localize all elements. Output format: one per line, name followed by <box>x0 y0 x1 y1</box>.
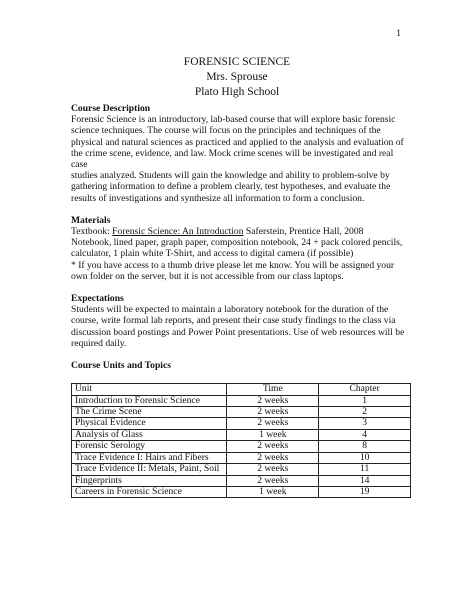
textbook-line <box>71 226 411 237</box>
chapter-cell: 1 <box>319 395 411 406</box>
course-description-line: Forensic Science is an introductory, lab-based course that will explore basic forensic <box>71 114 396 126</box>
unit-cell: Physical Evidence <box>72 418 227 429</box>
column-header-chapter: Chapter <box>319 384 411 395</box>
textbook-prefix: Textbook: <box>71 226 113 238</box>
table-row <box>72 441 411 452</box>
unit-cell: Analysis of Glass <box>72 429 227 440</box>
expectations-heading: Expectations <box>71 293 124 305</box>
course-description-line: studies analyzed. Students will gain the knowledge and ability to problem-solve by <box>71 170 390 182</box>
materials-line: calculator, 1 plain white T-Shirt, and access to digital camera (if possible) <box>71 248 354 260</box>
chapter-cell: 11 <box>319 464 411 475</box>
unit-cell: Trace Evidence II: Metals, Paint, Soil <box>72 464 227 475</box>
table-row <box>72 452 411 463</box>
course-description-line: results of investigations and synthesize all information to form a conclusion. <box>71 192 365 204</box>
course-units-heading: Course Units and Topics <box>71 360 171 372</box>
table-row <box>72 407 411 418</box>
page-number: 1 <box>396 29 401 39</box>
time-cell: 1 week <box>227 429 319 440</box>
course-units-table <box>71 383 411 498</box>
unit-cell: Fingerprints <box>72 475 227 486</box>
expectations-line: course, write formal lab reports, and present their case study findings to the class via <box>71 315 396 327</box>
materials-line: * If you have access to a thumb drive please let me know. You will be assigned your <box>71 259 395 271</box>
table-row <box>72 418 411 429</box>
materials-line: own folder on the server, but it is not accessible from our class laptops. <box>71 270 344 282</box>
expectations-section <box>71 293 411 349</box>
column-header-time: Time <box>227 384 319 395</box>
chapter-cell: 19 <box>319 486 411 497</box>
chapter-cell: 4 <box>319 429 411 440</box>
course-title: FORENSIC SCIENCE <box>183 56 291 68</box>
table-header-row <box>72 384 411 395</box>
title-block <box>0 55 474 100</box>
teacher-name: Mrs. Sprouse <box>206 71 268 83</box>
chapter-cell: 8 <box>319 441 411 452</box>
expectations-line: discussion board postings and Power Point presentations. Use of web resources will be <box>71 326 405 338</box>
unit-cell: Forensic Serology <box>72 441 227 452</box>
time-cell: 1 week <box>227 486 319 497</box>
document-body <box>71 103 411 498</box>
expectations-line: required daily. <box>71 337 127 349</box>
table-row <box>72 395 411 406</box>
textbook-title: Forensic Science: An Introduction <box>112 226 244 238</box>
textbook-publisher: Saferstein, Prentice Hall, 2008 <box>243 226 364 238</box>
time-cell: 2 weeks <box>227 418 319 429</box>
section-gap <box>71 204 411 215</box>
course-description-line: physical and natural sciences as practiced and applied to the analysis and evaluation of <box>71 136 404 148</box>
time-cell: 2 weeks <box>227 395 319 406</box>
table-row <box>72 464 411 475</box>
course-description-line: science techniques. The course will focus on the principles and techniques of the <box>71 125 381 137</box>
unit-cell: The Crime Scene <box>72 407 227 418</box>
section-gap <box>71 282 411 293</box>
expectations-line: Students will be expected to maintain a laboratory notebook for the duration of the <box>71 304 389 316</box>
time-cell: 2 weeks <box>227 464 319 475</box>
time-cell: 2 weeks <box>227 407 319 418</box>
unit-cell: Trace Evidence I: Hairs and Fibers <box>72 452 227 463</box>
table-row <box>72 486 411 497</box>
time-cell: 2 weeks <box>227 475 319 486</box>
course-units-section <box>71 360 411 498</box>
chapter-cell: 3 <box>319 418 411 429</box>
school-name: Plato High School <box>194 86 280 98</box>
materials-line: Notebook, lined paper, graph paper, composition notebook, 24 + pack colored pencils, <box>71 237 403 249</box>
materials-section <box>71 215 411 282</box>
chapter-cell: 14 <box>319 475 411 486</box>
column-header-unit: Unit <box>72 384 227 395</box>
materials-heading: Materials <box>71 214 111 226</box>
chapter-cell: 2 <box>319 407 411 418</box>
time-cell: 2 weeks <box>227 441 319 452</box>
unit-cell: Introduction to Forensic Science <box>72 395 227 406</box>
course-description-heading: Course Description <box>71 103 151 114</box>
section-gap <box>71 349 411 360</box>
course-description-section <box>71 103 411 204</box>
time-cell: 2 weeks <box>227 452 319 463</box>
table-row <box>72 475 411 486</box>
table-row <box>72 429 411 440</box>
course-description-line: the crime scene, evidence, and law. Mock crime scenes will be investigated and real case <box>71 147 394 171</box>
unit-cell: Careers in Forensic Science <box>72 486 227 497</box>
chapter-cell: 10 <box>319 452 411 463</box>
course-description-line: gathering information to define a problem clearly, test hypotheses, and evaluate the <box>71 181 391 193</box>
